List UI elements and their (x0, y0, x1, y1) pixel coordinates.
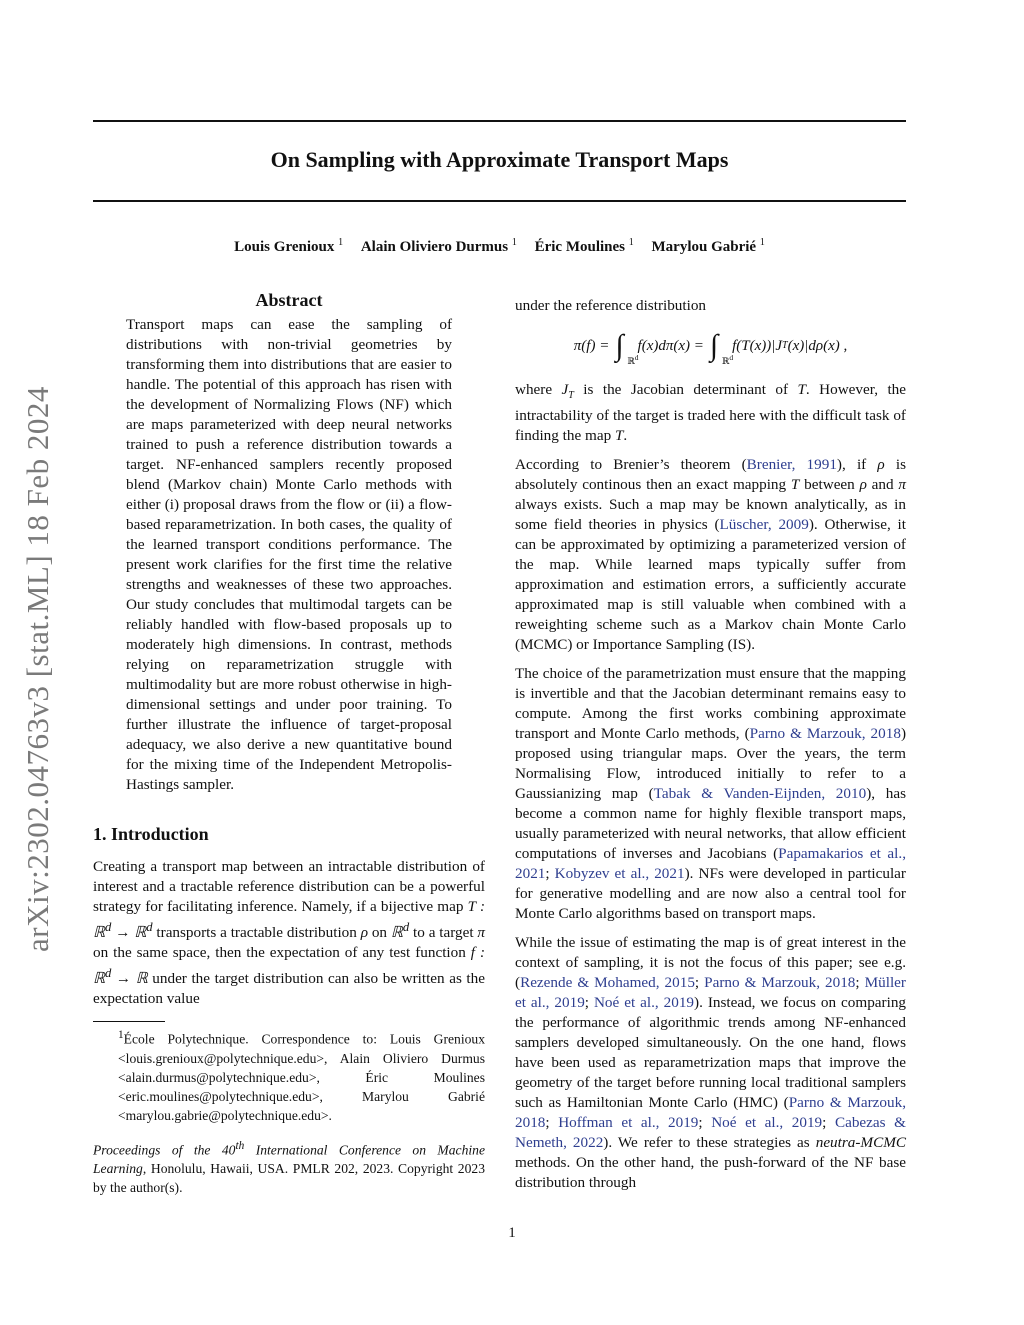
paragraph: The choice of the parametrization must ensure that the mapping is invertible and that the Jacobian determinant remains easy to compute. Among the first works combining approximate transport and Monte Carlo methods, (Parno & Marzouk, 2018) proposed using triangular maps. Over the years, the term Normalising Flow, introduced initially to refer to a Gaussianizing map (Tabak & Vanden-Eijnden, 2010), has become a common name for highly flexible transport maps, usually parameterized with neural networks, that allow efficient computations of inverses and Jacobians (Papamakarios et al., 2021; Kobyzev et al., 2021). NFs were developed in particular for generative modelling and are now also a central tool for Monte Carlo algorithms based on transport maps. (515, 665, 906, 923)
author-list (93, 237, 906, 256)
proceedings-note: Proceedings of the 40th International Conference on Machine Learning, Honolulu, Hawaii, USA. PMLR 202, 2023. Copyright 2023 by the author(s). (93, 1139, 485, 1196)
arxiv-identifier: arXiv:2302.04763v3 [stat.ML] 18 Feb 2024 (20, 386, 55, 952)
section-heading: 1. Introduction (93, 824, 209, 844)
citation-link[interactable]: Kobyzev et al., 2021 (554, 865, 685, 883)
citation-link[interactable]: Müller et al., 2019 (515, 974, 906, 1012)
citation-link[interactable]: Papamakarios et al., 2021 (515, 845, 906, 883)
author: Louis Grenioux $^1$ (234, 237, 344, 255)
citation-link[interactable]: Noé et al., 2019 (711, 1114, 823, 1132)
page-number: 1 (508, 1225, 516, 1241)
right-column (515, 296, 906, 1202)
paragraph: under the reference distribution (515, 297, 707, 314)
top-rule (93, 120, 906, 122)
citation-link[interactable]: Lüscher, 2009 (719, 516, 809, 534)
equation: π(f) = ∫ ℝ$^d$ f(x)dπ(x) = ∫ ℝ$^d$ f(T(x))|J T (x)|dρ(x) , (573, 329, 848, 366)
footnote-rule (93, 1021, 165, 1022)
citation-link[interactable]: Brenier, 1991 (746, 456, 837, 474)
paragraph: According to Brenier’s theorem (Brenier, 1991), if ρ is absolutely continous then an exact mapping T between ρ and π always exists. Such a map may be known analytically, as in some field theories in physics (Lüscher, 2009). Otherwise, it can be approximated by optimizing a parameterized version of the map. While learned maps typically suffer from approximation and estimation errors, a sufficiently accurate approximated map is still valuable when combined with a reweighting scheme such as a Markov chain Monte Carlo (MCMC) or Importance Sampling (IS). (515, 456, 907, 654)
citation-link[interactable]: Parno & Marzouk, 2018 (704, 974, 856, 992)
citation-link[interactable]: Parno & Marzouk, 2018 (749, 725, 901, 743)
author: Alain Oliviero Durmus $^1$ (360, 237, 517, 255)
paragraph: where $J_T$ is the Jacobian determinant of T. However, the intractability of the target is traded here with the difficult task of finding the map T. (515, 381, 906, 445)
citation-link[interactable]: Hoffman et al., 2019 (558, 1114, 699, 1132)
citation-link[interactable]: Cabezas & Nemeth, 2022 (515, 1114, 906, 1152)
left-column (93, 290, 485, 1197)
author: Marylou Gabrié $^1$ (651, 237, 765, 255)
abstract-text: Transport maps can ease the sampling of distributions with non-trivial geometries by transforming them into distributions that are easier to handle. The potential of this approach has risen with the development of Normalizing Flows (NF) which are maps parameterized with deep neural networks trained to push a reference distribution towards a target. NF-enhanced samplers recently proposed blend (Markov chain) Monte Carlo methods with either (i) proposal draws from the flow or (ii) a flow-based reparametrization. In both cases, the quality of the learned transport conditions performance. The present work clarifies for the first time the relative strengths and weaknesses of these two approaches. Our study concludes that multimodal targets can be reliably handled with flow-based proposals up to moderately high dimensions. In contrast, methods relying on reparametrization struggle with multimodality but are more robust otherwise in high-dimensional settings and under poor training. To further illustrate the influence of target-proposal adequacy, we also derive a new quantitative bound for the mixing time of the Independent Metropolis-Hastings sampler. (126, 316, 452, 793)
paper-title: On Sampling with Approximate Transport Maps (270, 147, 729, 172)
citation-link[interactable]: Noé et al., 2019 (593, 994, 695, 1012)
paragraph: While the issue of estimating the map is of great interest in the context of sampling, it is not the focus of this paper; see e.g. (Rezende & Mohamed, 2015; Parno & Marzouk, 2018; Müller et al., 2019; Noé et al., 2019). Instead, we focus on comparing the performance of algorithmic trends among NF-enhanced samplers developed simultaneously. On the one hand, flows have been used as reparametrization maps that improve the geometry of the target before running local traditional samplers such as Hamiltonian Monte Carlo (HMC) (Parno & Marzouk, 2018; Hoffman et al., 2019; Noé et al., 2019; Cabezas & Nemeth, 2022). We refer to these strategies as neutra-MCMC methods. On the other hand, the push-forward of the NF base distribution through (515, 934, 907, 1192)
footnote: $^1$École Polytechnique. Correspondence to: Louis Grenioux <louis.grenioux@polytechnique.edu>, Alain Oliviero Durmus <alain.durmus@polytechnique.edu>, Éric Moulines <eric.moulines@polytechnique.edu>, Marylou Gabrié <marylou.gabrie@polytechnique.edu>. Proceedings of the 40th International Conference on Machine Learning, Honolulu, Hawaii, USA. PMLR 202, 2023. Copyright 2023 by the author(s). (93, 1029, 485, 1196)
title-rule (93, 200, 906, 202)
citation-link[interactable]: Parno & Marzouk, 2018 (515, 1094, 906, 1132)
citation-link[interactable]: Rezende & Mohamed, 2015 (520, 974, 695, 992)
intro-paragraph: Creating a transport map between an intractable distribution of interest and a tractable reference distribution can be a powerful strategy for facilitating inference. Namely, if a bijective map T : ℝ$^d$ → ℝ$^d$ transports a tractable distribution ρ on ℝ$^d$ to a target π on the same space, then the expectation of any test function f : ℝ$^d$ → ℝ under the target distribution can also be written as the expectation value (93, 858, 486, 1008)
author: Éric Moulines $^1$ (534, 237, 634, 255)
citation-link[interactable]: Tabak & Vanden-Eijnden, 2010 (653, 785, 867, 803)
abstract-heading: Abstract (255, 290, 323, 310)
